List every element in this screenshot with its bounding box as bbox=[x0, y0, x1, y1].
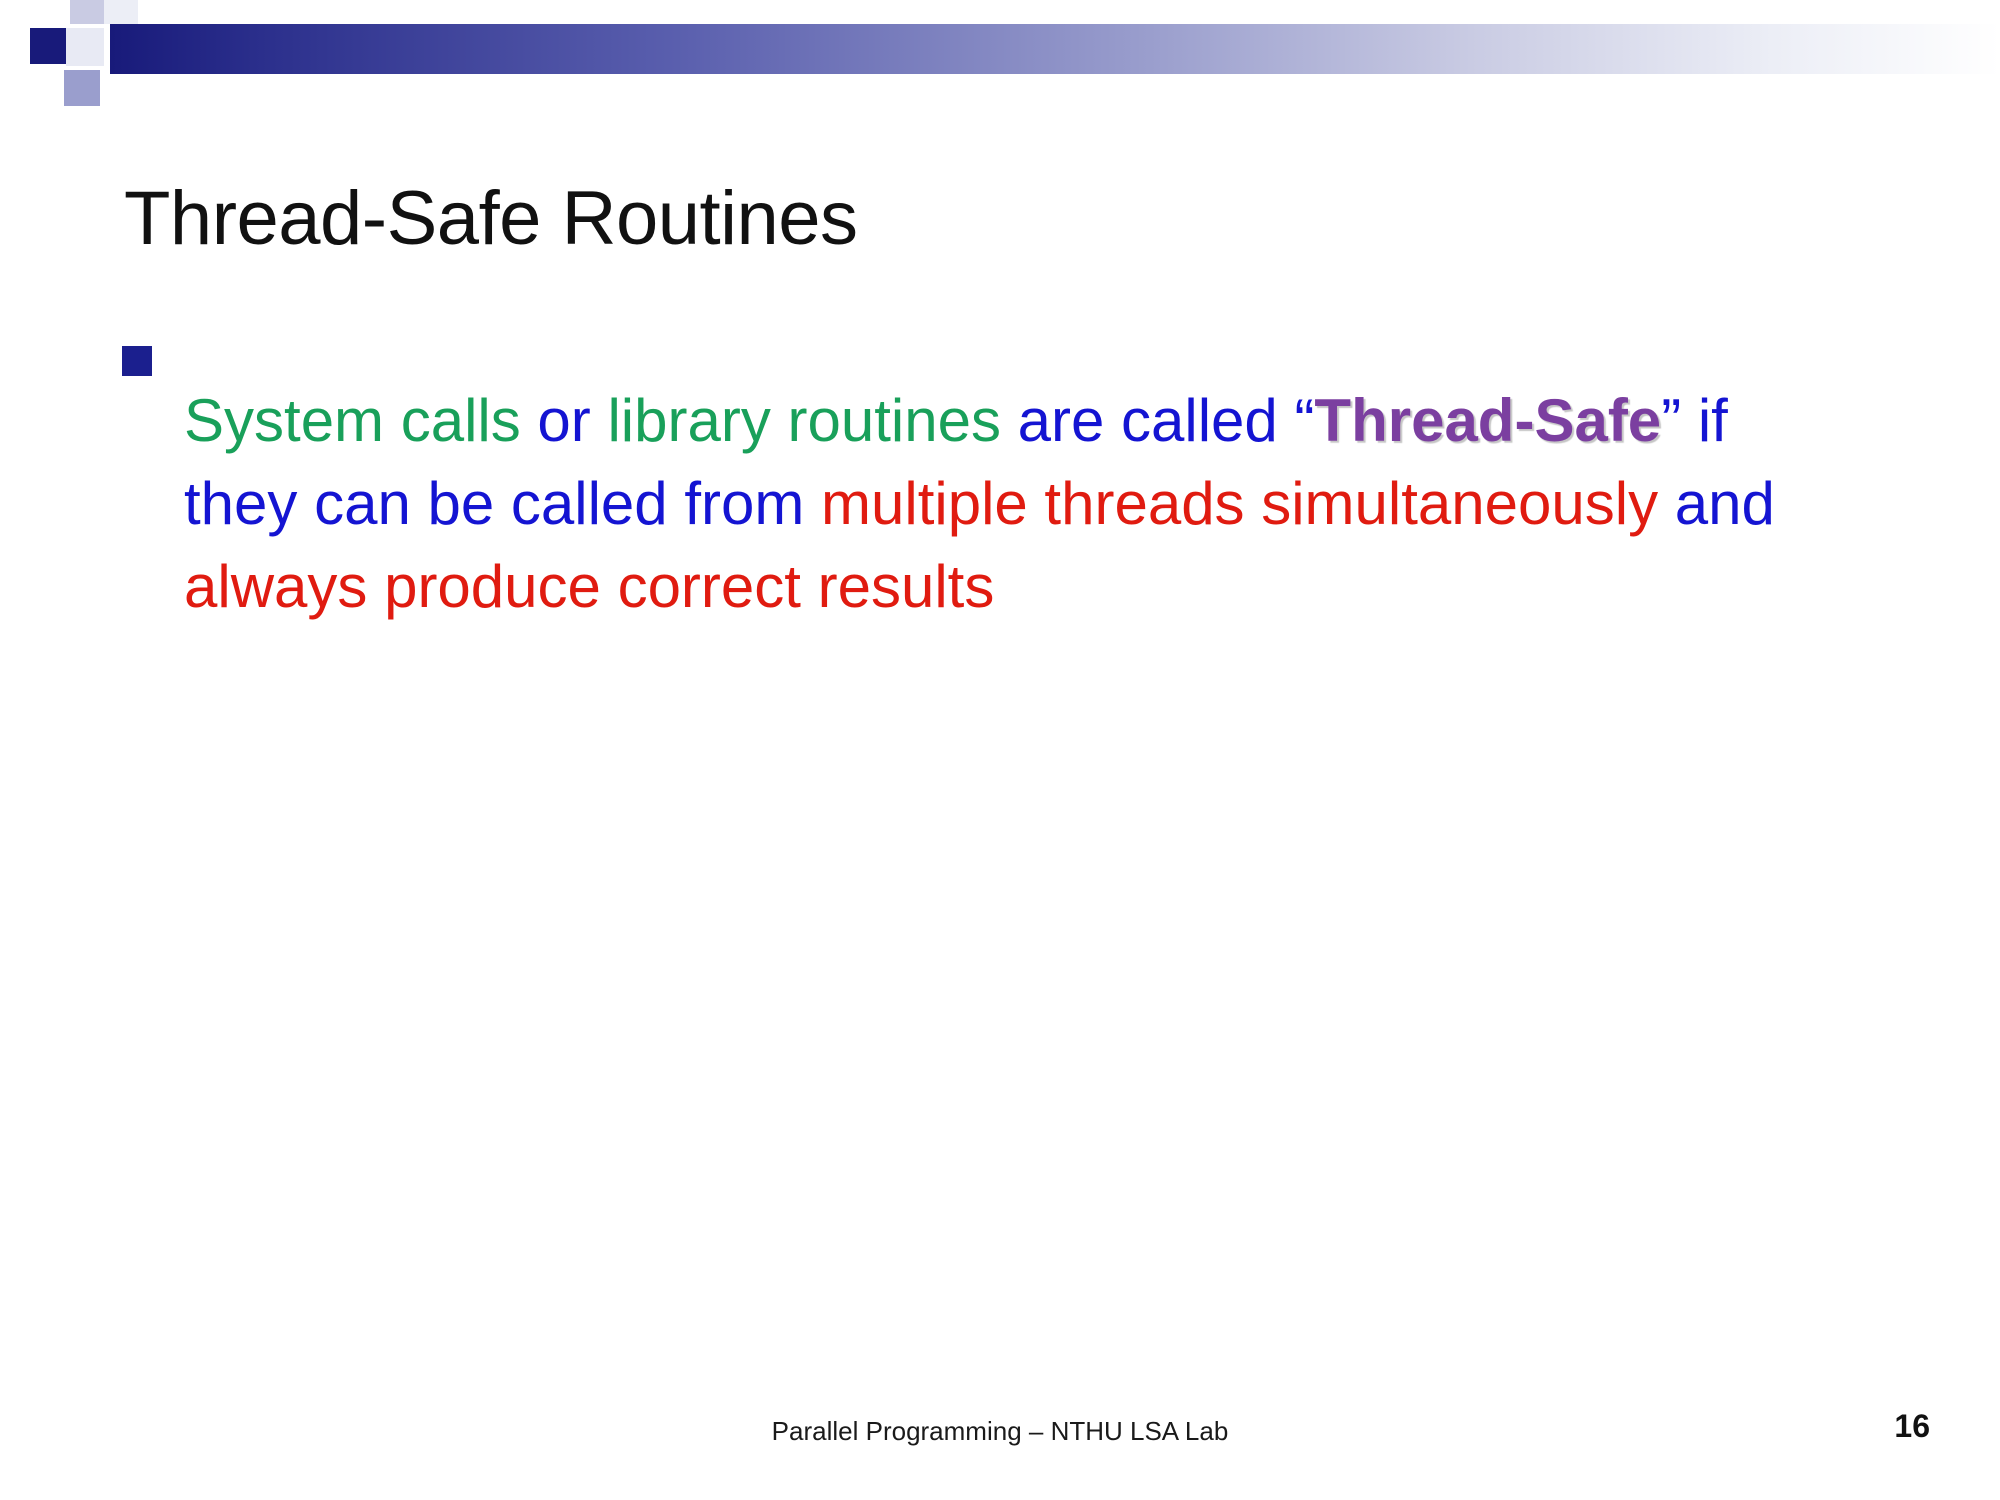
page-number: 16 bbox=[1894, 1408, 1930, 1444]
decor-square-pale bbox=[66, 28, 104, 66]
text-segment-and: and bbox=[1674, 469, 1775, 537]
decor-gradient-bar bbox=[110, 24, 2000, 74]
decor-square-white bbox=[0, 0, 28, 22]
text-segment-library-routines: library routines bbox=[607, 387, 1018, 454]
text-segment-open-quote: “ bbox=[1294, 387, 1315, 454]
slide-footer: Parallel Programming – NTHU LSA Lab bbox=[771, 1416, 1229, 1446]
text-segment-thread-safe: Thread-Safe bbox=[1314, 387, 1662, 454]
text-segment-multiple-threads: multiple threads simultaneously bbox=[821, 469, 1675, 537]
decor-square-mid bbox=[64, 70, 100, 106]
text-segment-if-called-from: ” if they can be called from bbox=[184, 387, 1728, 537]
bullet-square-icon bbox=[122, 346, 152, 376]
decor-square-light-1 bbox=[70, 0, 104, 24]
decor-square-light-2 bbox=[104, 0, 138, 24]
slide-body bbox=[122, 320, 1822, 688]
text-segment-are-called: are called bbox=[1017, 387, 1295, 454]
bullet-paragraph bbox=[184, 380, 1822, 628]
slide-header-decoration bbox=[0, 0, 2000, 110]
text-segment-system-calls: System calls bbox=[184, 387, 538, 454]
decor-square-dark bbox=[30, 28, 66, 64]
list-item bbox=[122, 320, 1822, 688]
text-segment-or: or bbox=[537, 387, 608, 454]
page-title: Thread-Safe Routines bbox=[124, 175, 858, 261]
text-segment-correct-results: always produce correct results bbox=[184, 552, 995, 620]
